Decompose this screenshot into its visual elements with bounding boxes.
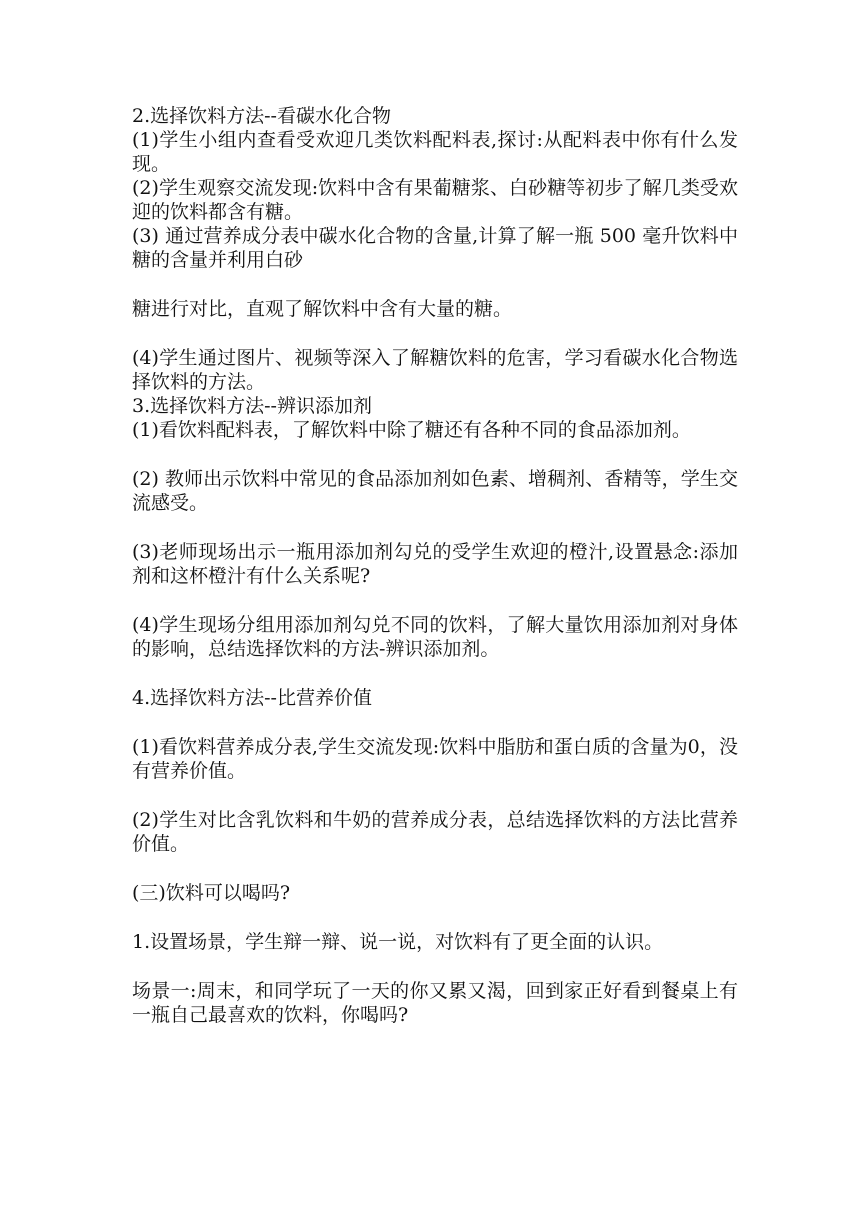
paragraph-scenario-one: 场景一:周末，和同学玩了一天的你又累又渴，回到家正好看到餐桌上有一瓶自己最喜欢的饮料，你喝吗? <box>132 980 738 1026</box>
section-heading-can-drink: (三)饮料可以喝吗? <box>132 882 291 904</box>
section-heading-carbohydrates: 2.选择饮料方法--看碳水化合物 <box>132 105 391 127</box>
paragraph-step-3-continued: 糖进行对比，直观了解饮料中含有大量的糖。 <box>132 298 513 320</box>
paragraph-additives-step-1: (1)看饮料配料表，了解饮料中除了糖还有各种不同的食品添加剂。 <box>132 419 691 441</box>
paragraph-scenario-setup: 1.设置场景，学生辩一辩、说一说，对饮料有了更全面的认识。 <box>132 931 664 953</box>
paragraph-step-1-ingredients: (1)学生小组内查看受欢迎几类饮料配料表,探讨:从配料表中你有什么发现。 <box>132 129 738 175</box>
paragraph-additives-step-4: (4)学生现场分组用添加剂勾兑不同的饮料，了解大量饮用添加剂对身体的影响，总结选择饮料的方法-辨识添加剂。 <box>132 614 738 660</box>
paragraph-step-4-harm: (4)学生通过图片、视频等深入了解糖饮料的危害，学习看碳水化合物选择饮料的方法。 <box>132 347 738 393</box>
paragraph-step-3-calculation: (3) 通过营养成分表中碳水化合物的含量,计算了解一瓶 500 毫升饮料中糖的含量并利用白砂 <box>132 225 738 271</box>
paragraph-additives-step-3: (3)老师现场出示一瓶用添加剂勾兑的受学生欢迎的橙汁,设置悬念:添加剂和这杯橙汁有什么关系呢? <box>132 541 738 587</box>
paragraph-nutrition-step-2: (2)学生对比含乳饮料和牛奶的营养成分表，总结选择饮料的方法比营养价值。 <box>132 809 738 855</box>
paragraph-additives-step-2: (2) 教师出示饮料中常见的食品添加剂如色素、增稠剂、香精等，学生交流感受。 <box>132 468 738 514</box>
document-body <box>132 104 738 1027</box>
section-heading-additives: 3.选择饮料方法--辨识添加剂 <box>132 395 372 417</box>
section-heading-nutrition: 4.选择饮料方法--比营养价值 <box>132 687 372 709</box>
paragraph-nutrition-step-1: (1)看饮料营养成分表,学生交流发现:饮料中脂肪和蛋白质的含量为0，没有营养价值。 <box>132 736 738 782</box>
paragraph-step-2-sugar: (2)学生观察交流发现:饮料中含有果葡糖浆、白砂糖等初步了解几类受欢迎的饮料都含有糖。 <box>132 177 738 223</box>
